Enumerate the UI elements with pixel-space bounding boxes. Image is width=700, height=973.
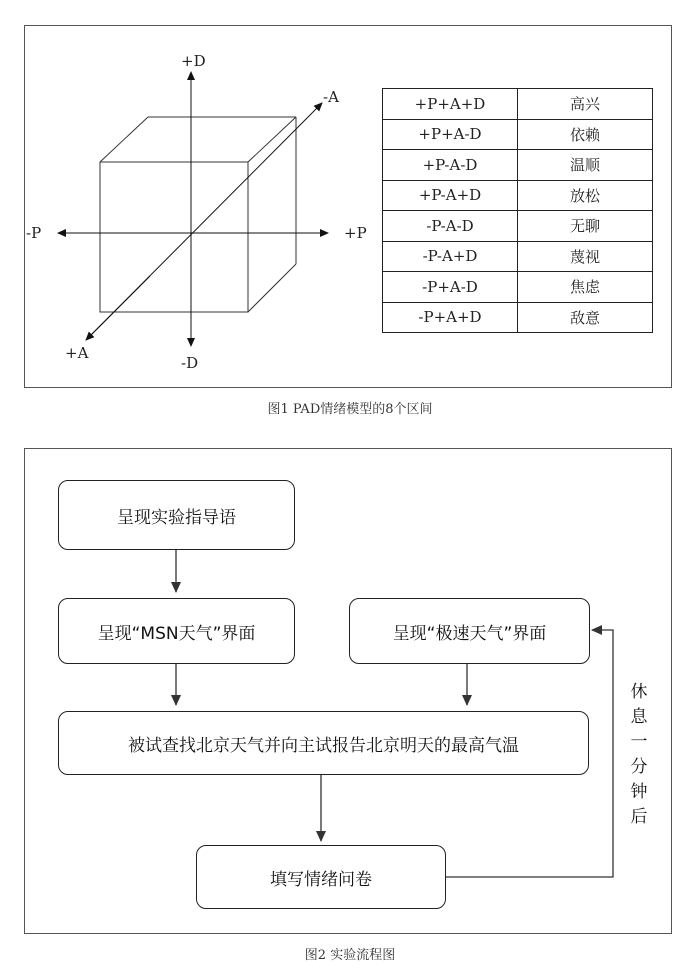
- axis-label-plus-p: +P: [344, 224, 367, 242]
- pad-code-cell: +P+A-D: [383, 119, 518, 150]
- emotion-cell: 依赖: [518, 119, 653, 150]
- step-instructions: 呈现实验指导语: [58, 480, 295, 550]
- figure2-caption: 图2 实验流程图: [304, 948, 396, 963]
- step-questionnaire: 填写情绪问卷: [196, 845, 446, 909]
- pad-code-cell: -P-A-D: [383, 211, 518, 242]
- axis-label-minus-a: -A: [323, 88, 339, 106]
- emotion-cell: 焦虑: [518, 272, 653, 303]
- emotion-cell: 敌意: [518, 302, 653, 333]
- rest-label-char: 休: [630, 682, 648, 702]
- rest-one-minute-label: [624, 680, 654, 830]
- rest-label-char: 一: [630, 732, 648, 752]
- pad-code-cell: +P-A-D: [383, 150, 518, 181]
- emotion-cell: 无聊: [518, 211, 653, 242]
- emotion-cell: 放松: [518, 180, 653, 211]
- step-find-weather: 被试查找北京天气并向主试报告北京明天的最高气温: [58, 711, 589, 775]
- figure1-caption: 图1 PAD情绪模型的8个区间: [267, 402, 433, 417]
- pad-code-cell: +P-A+D: [383, 180, 518, 211]
- axis-label-minus-d: -D: [181, 354, 199, 372]
- rest-label-char: 息: [630, 707, 648, 727]
- emotion-cell: 蔑视: [518, 241, 653, 272]
- emotion-cell: 温顺: [518, 150, 653, 181]
- emotion-cell: 高兴: [518, 89, 653, 120]
- pad-code-cell: -P+A+D: [383, 302, 518, 333]
- axis-label-minus-p: -P: [26, 224, 42, 242]
- pad-code-cell: -P+A-D: [383, 272, 518, 303]
- step-jisu-weather: 呈现“极速天气”界面: [349, 598, 590, 664]
- rest-label-char: 分: [630, 757, 648, 777]
- axis-label-plus-d: +D: [181, 52, 206, 70]
- axis-label-plus-a: +A: [65, 344, 89, 362]
- pad-code-cell: +P+A+D: [383, 89, 518, 120]
- rest-label-char: 钟: [630, 782, 648, 802]
- step-msn-weather: 呈现“MSN天气”界面: [58, 598, 295, 664]
- pad-code-cell: -P-A+D: [383, 241, 518, 272]
- rest-label-char: 后: [630, 807, 648, 827]
